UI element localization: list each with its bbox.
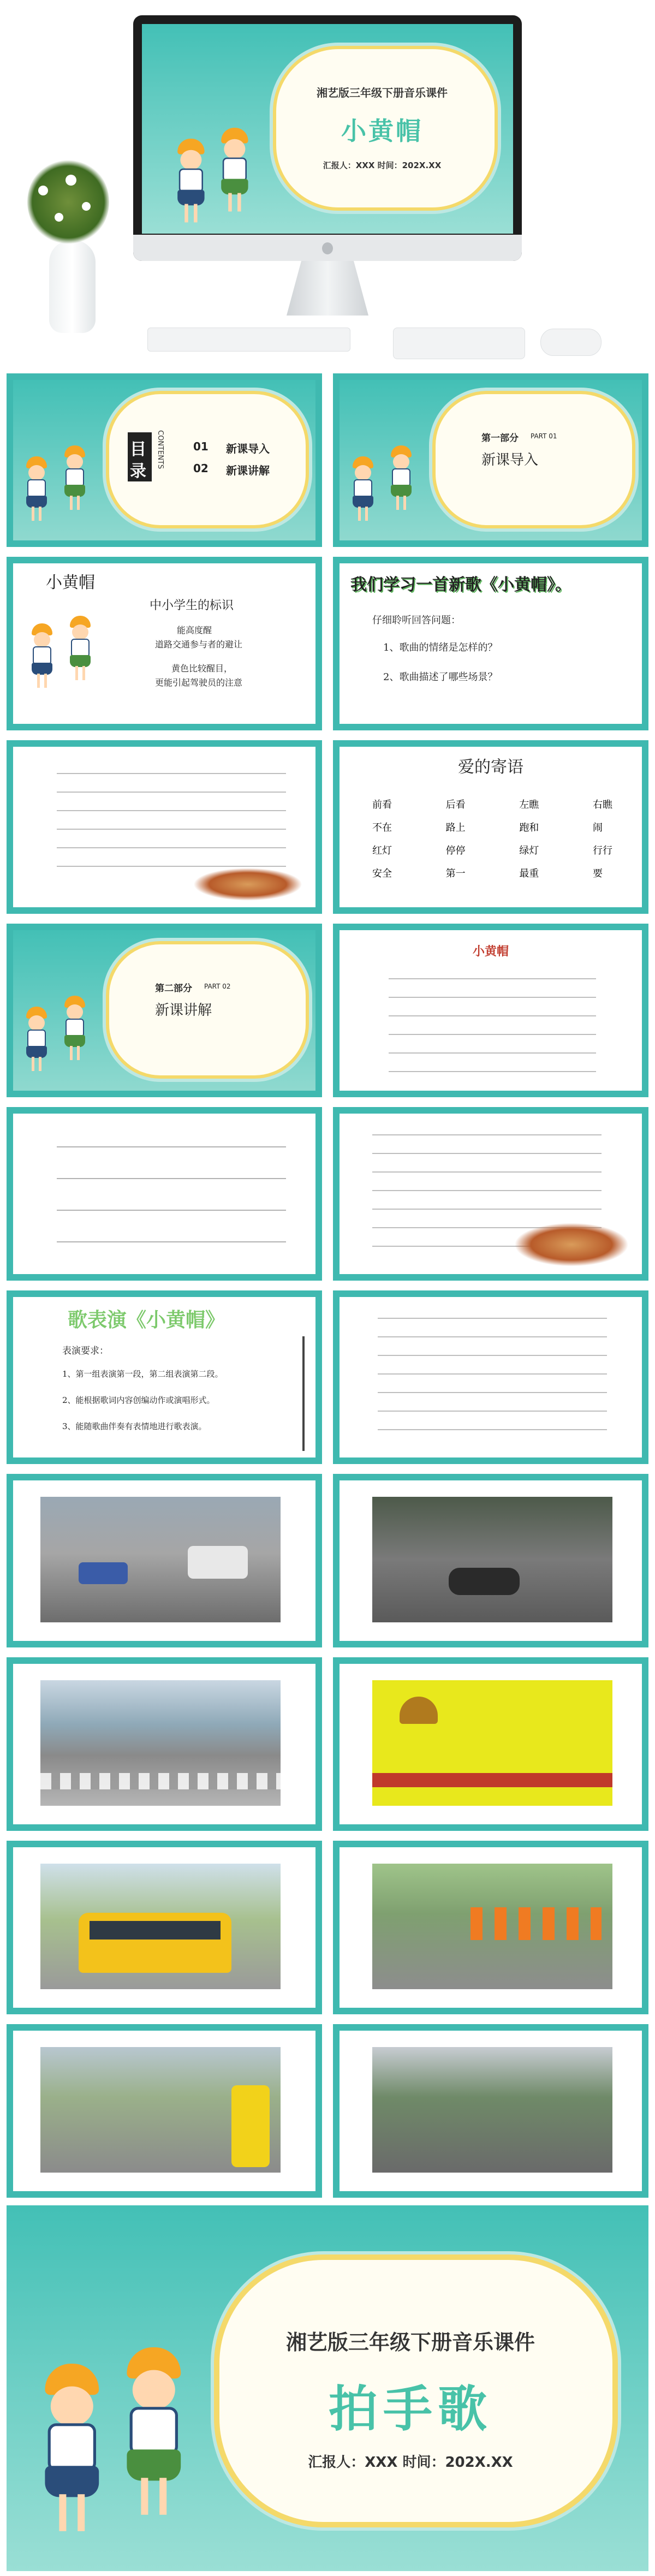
food-illustration — [193, 868, 302, 901]
closing-cover-slide — [7, 2205, 648, 2571]
intro-line: 更能引起驾驶员的注意 — [155, 677, 243, 688]
contents-title-en: CONTENTS — [156, 430, 164, 469]
photo-traffic-accident — [372, 1497, 612, 1622]
words-title: 爱的寄语 — [458, 758, 523, 777]
kid-illustration — [24, 1007, 49, 1072]
desktop-mockup — [0, 0, 655, 371]
kid-illustration — [68, 616, 93, 681]
word-cell: 跑和 — [519, 822, 539, 834]
screen-cover-slide — [142, 24, 513, 234]
word-cell: 行行 — [592, 845, 612, 856]
word-cell: 第一 — [445, 868, 466, 879]
kid-illustration — [62, 445, 87, 511]
word-cell: 安全 — [372, 868, 392, 879]
slide-part2 — [7, 924, 322, 1097]
slide-photo-crossing — [7, 1657, 322, 1831]
contents-item-1-num: 01 — [193, 440, 209, 453]
slide-score-1 — [7, 740, 322, 914]
sheet-music — [57, 763, 286, 872]
contents-item-2-num: 02 — [193, 462, 209, 475]
kid-illustration — [218, 128, 251, 213]
song-question: 2、歌曲描述了哪些场景？ — [383, 671, 498, 683]
contents-item-2-label: 新课讲解 — [226, 464, 270, 477]
words-grid — [372, 797, 612, 880]
closing-series-title: 湘艺版三年级下册音乐课件 — [285, 2330, 535, 2354]
apple-logo-icon — [322, 242, 333, 254]
part2-tag-en: PART 02 — [204, 983, 231, 990]
sheet-music — [378, 1308, 607, 1444]
song-prompt: 仔细聆听回答问题： — [372, 615, 461, 626]
word-cell: 左瞧 — [519, 799, 539, 811]
intro-line: 能高度醒 — [177, 625, 212, 635]
mouse — [540, 329, 602, 356]
score-title: 小黄帽 — [472, 945, 509, 959]
perform-req: 3、能随歌曲伴奏有表情地进行歌表演。 — [62, 1421, 207, 1431]
intro-subtitle: 中小学生的标识 — [150, 599, 234, 612]
kid-illustration — [350, 456, 376, 522]
slide-photo-pedestrians — [7, 2024, 322, 2198]
slide-photo-accident-2 — [333, 1474, 648, 1647]
cover-meta: 汇报人：XXX 时间：202X.XX — [323, 160, 442, 170]
cover-series-title: 湘艺版三年级下册音乐课件 — [317, 86, 448, 99]
contents-item-1-label: 新课导入 — [226, 442, 270, 455]
word-cell: 右瞧 — [592, 799, 612, 811]
monitor-stand — [287, 261, 368, 316]
intro-title: 小黄帽 — [46, 573, 95, 592]
perform-req: 2、能根据歌词内容创编动作或演唱形式。 — [62, 1395, 215, 1405]
part2-tag: 第二部分 — [155, 983, 192, 994]
slide-score-3 — [7, 1107, 322, 1281]
slide-words — [333, 740, 648, 914]
word-cell: 前看 — [372, 799, 392, 811]
slide-score-2 — [333, 924, 648, 1097]
kid-illustration — [29, 623, 55, 689]
perform-title: 歌表演《小黄帽》 — [68, 1308, 225, 1331]
kid-illustration — [121, 2347, 187, 2518]
intro-line: 黄色比较醒目， — [171, 663, 233, 674]
word-cell: 路上 — [445, 822, 466, 834]
slide-photo-highway — [333, 2024, 648, 2198]
slide-photo-accident-1 — [7, 1474, 322, 1647]
slide-photo-bus — [7, 1841, 322, 2014]
word-cell: 红灯 — [372, 845, 392, 856]
contents-title-b: 录 — [130, 462, 146, 481]
part2-title: 新课讲解 — [155, 1002, 212, 1019]
part1-title: 新课导入 — [481, 452, 539, 468]
kid-illustration — [39, 2364, 105, 2534]
perform-req-title: 表演要求： — [62, 1346, 109, 1357]
slide-score-4 — [333, 1107, 648, 1281]
closing-main-title: 拍手歌 — [329, 2381, 492, 2438]
word-cell: 停停 — [445, 845, 466, 856]
food-illustration — [514, 1223, 629, 1266]
word-cell: 后看 — [445, 799, 466, 811]
sheet-music — [389, 968, 596, 1078]
slide-song — [333, 557, 648, 730]
keyboard — [147, 328, 350, 352]
slide-contents — [7, 373, 322, 547]
slide-photo-police — [333, 1841, 648, 2014]
word-cell: 最重 — [519, 868, 539, 879]
contents-title-a: 目 — [130, 440, 146, 459]
word-cell: 闹 — [592, 822, 603, 834]
slide-perform — [7, 1290, 322, 1464]
kid-illustration — [62, 996, 87, 1061]
trackpad — [393, 328, 525, 359]
slide-photo-bell — [333, 1657, 648, 1831]
flower-vase — [22, 126, 120, 344]
perform-req: 1、第一组表演第一段，第二组表演第二段。 — [62, 1369, 223, 1379]
song-question: 1、歌曲的情绪是怎样的？ — [383, 642, 498, 653]
sheet-music — [57, 1130, 286, 1261]
cover-main-title: 小黄帽 — [341, 116, 423, 146]
part1-tag: 第一部分 — [481, 433, 519, 444]
word-cell: 不在 — [372, 822, 392, 834]
kid-illustration — [175, 139, 207, 224]
intro-line: 道路交通参与者的避让 — [155, 639, 243, 650]
closing-meta: 汇报人：XXX 时间：202X.XX — [308, 2454, 513, 2471]
kid-illustration — [24, 456, 49, 522]
word-cell: 绿灯 — [519, 845, 539, 856]
word-cell: 要 — [592, 868, 603, 879]
part1-tag-en: PART 01 — [531, 432, 557, 440]
slide-intro — [7, 557, 322, 730]
slide-part1 — [333, 373, 648, 547]
kid-illustration — [389, 445, 414, 511]
photo-city-road — [372, 2047, 612, 2173]
slide-score-5 — [333, 1290, 648, 1464]
song-title: 我们学习一首新歌《小黄帽》。 — [350, 575, 571, 594]
